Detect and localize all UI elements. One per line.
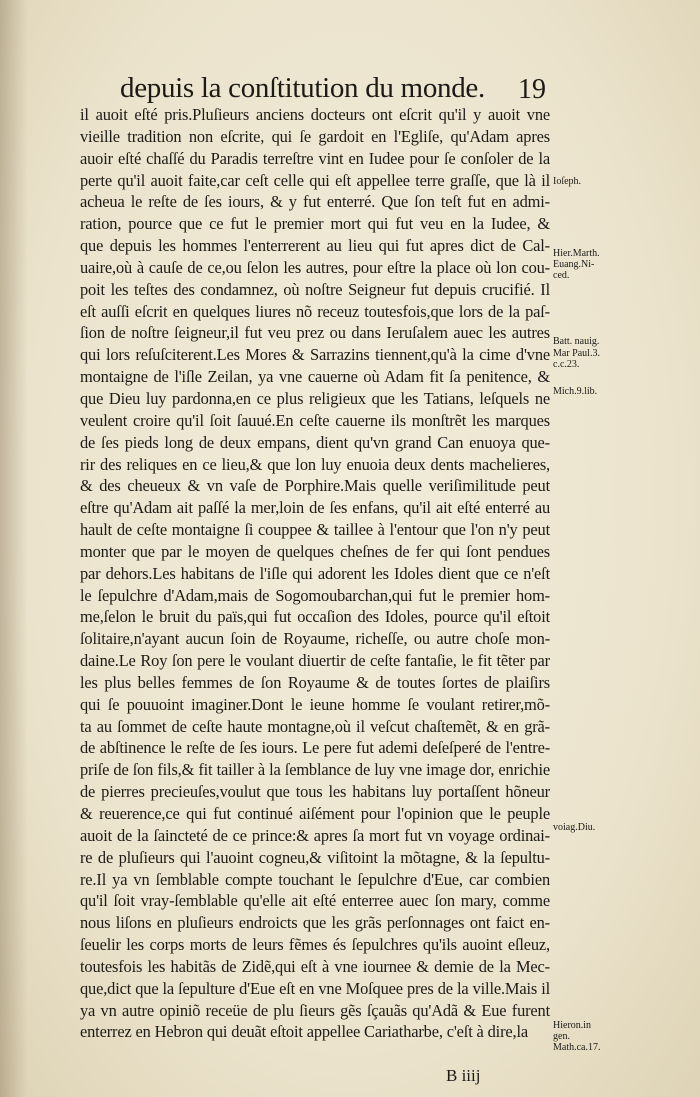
text-line: ya vn autre opiniõ receüe de plu ſieurs gẽs ſçauãs qu'Adã & Eue furent — [80, 1000, 550, 1020]
text-line: ſolitaire,n'ayant aucun ſoin de Royaume, richeſſe, ou autre choſe mon- — [80, 629, 550, 649]
text-line: priſe de ſon fils,& fit tailler à la ſemblance de luy vne image dor, enrichie — [80, 760, 550, 780]
margin-note-batt-nauig: Batt. nauig. — [553, 336, 600, 347]
margin-note-cc: c.c.23. — [553, 359, 580, 370]
text-line: hault de ceſte montaigne ſi couppee & taillee à l'entour que l'on n'y peut — [80, 520, 550, 540]
margin-note-gen: gen. — [553, 1031, 570, 1042]
text-line: ſion de noſtre ſeigneur,il fut veu prez ou dans Ieruſalem auec les autres — [80, 323, 550, 343]
text-line: qu'il ſoit vray-ſemblable qu'elle ait eſté enterree auec ſon mary, comme — [80, 891, 550, 911]
text-line: re.Il ya vn ſemblable compte touchant le ſepulchre d'Eue, car combien — [80, 869, 550, 889]
text-line: auoir eſté chaſſé du Paradis terreſtre vint en Iudee pour ſe conſoler de la — [80, 148, 550, 168]
text-line: eſt auſſi eſcrit en quelques liures nõ receuz toutesfois,que lors de la paſ- — [80, 301, 550, 321]
text-line: nous liſons en pluſieurs endroicts que les grãs perſonnages ont faict en- — [80, 913, 550, 933]
text-line: par dehors.Les habitans de l'iſle qui adorent les Idoles dient que ce n'eſt — [80, 563, 550, 583]
text-line: de ſes pieds long de deux empans, dient qu'vn grand Can enuoya que- — [80, 432, 550, 452]
margin-note-voiag-diu: voiag.Diu. — [553, 822, 596, 833]
page-number: 19 — [518, 74, 546, 105]
text-line: & reuerence,ce qui fut continué aiſément pour l'opinion que le peuple — [80, 804, 550, 823]
text-line: monter que par le moyen de quelques cheſnes de fer qui ſont pendues — [80, 541, 550, 561]
body-text — [80, 104, 550, 1043]
margin-note-hieron-in: Hieron.in — [553, 1020, 592, 1031]
text-line: les plus belles femmes de ſon Royaume & de toutes ſortes de plaiſirs — [80, 672, 550, 692]
signature-mark: B iiij — [446, 1066, 481, 1085]
gutter-shadow — [0, 0, 28, 1097]
text-line: montaigne de l'iſle Zeilan, ya vne cauerne où Adam fit ſa penitence, & — [80, 367, 550, 387]
text-line: acheua le reſte de ſes iours, & y fut enterré. Que ſon teſt fut en admi- — [80, 192, 550, 212]
text-line: eſtre qu'Adam ait paſſé la mer,loin de ſes enfans, qu'il ait eſté enterré au — [80, 498, 550, 518]
text-line: ta au ſommet de ceſte haute montagne,où il veſcut chaſtemẽt, & en grã- — [80, 716, 550, 736]
text-line: enterrez en Hebron qui deuãt eſtoit appellee Cariatharbe, c'eſt à dire,la — [80, 1022, 528, 1042]
text-line: ration, pource que ce fut le premier mort qui fut veu en la Iudee, & — [80, 214, 550, 234]
text-line: qui ſe pouuoint imaginer.Dont le ieune homme ſe voulant retirer,mõ- — [80, 694, 550, 714]
running-title: depuis la conſtitution du monde. — [120, 72, 485, 104]
text-line: poit les teſtes des condamnez, où noſtre Seigneur fut depuis crucifié. Il — [80, 279, 550, 299]
text-line: daine.Le Roy ſon pere le voulant diuertir de ceſte fantaſie, le fit tẽter par — [80, 651, 550, 671]
margin-note-euang-ni: Euang.Ni- — [553, 259, 595, 270]
text-line: le ſepulchre d'Adam,mais de Sogomoubarchan,qui fut le premier hom- — [80, 585, 550, 605]
text-line: que,dict que la ſepulture d'Eue eſt en vne Moſquee pres de la ville.Mais il — [80, 978, 550, 998]
text-line: perte qu'il auoit faite,car ceſt celle qui eſt appellee terre graſſe, que là il — [80, 170, 550, 190]
text-line: de abſtinence le reſte de ſes iours. Le pere fut ademi deſeſperé de l'entre- — [80, 738, 550, 758]
margin-note-hier-marth: Hier.Marth. — [553, 248, 600, 259]
margin-note-math: Math.ca.17. — [553, 1042, 601, 1053]
text-line: veulent croire qu'il ſoit ſauué.En ceſte cauerne ils monſtrẽt les marques — [80, 410, 550, 430]
margin-note-ced: ced. — [553, 270, 570, 281]
margin-note-mar-paul: Mar Paul.3. — [553, 348, 600, 359]
text-line: rir des reliques en ce lieu,& que lon luy enuoia deux dents machelieres, — [80, 454, 550, 474]
text-line: toutesfois les habitãs de Zidẽ,qui eſt à vne iournee & demie de la Mec- — [80, 956, 550, 976]
text-line: & des cheueux & vn vaſe de Porphire.Mais quelle veriſimilitude peut — [80, 476, 550, 496]
text-line: de pierres precieuſes,voulut que tous les habitans luy portaſſent hõneur — [80, 782, 550, 802]
text-line: uaire,où à cauſe de ce,ou ſelon les autres, pour eſtre la place où lon cou- — [80, 257, 550, 277]
text-line: qui lors reſuſciterent.Les Mores & Sarrazins tiennent,qu'à la cime d'vne — [80, 345, 550, 365]
text-line: me,ſelon le bruit du païs,qui fut occaſion des Idoles, pource qu'il eſtoit — [80, 607, 550, 627]
text-line: re de pluſieurs qui l'auoint cogneu,& viſitoint la mõtagne, & la ſepultu- — [80, 847, 550, 867]
text-line: que depuis les hommes l'enterrerent au lieu qui fut apres dict de Cal- — [80, 236, 550, 256]
margin-note-mich: Mich.9.lib. — [553, 386, 598, 397]
text-line: il auoit eſté pris.Pluſieurs anciens docteurs ont eſcrit qu'il y auoit vne — [80, 105, 550, 124]
margin-note-ioseph: Ioſeph. — [553, 176, 582, 187]
text-line: que Dieu luy pardonna,en ce plus religieux que les Tatians, leſquels ne — [80, 388, 550, 408]
text-line: auoit de la ſaincteté de ce prince:& apres ſa mort fut vn voyage ordinai- — [80, 825, 550, 845]
text-line: ſeuelir les corps morts de leurs fẽmes és ſepulchres qu'ils auoint eſleuz, — [80, 935, 550, 955]
text-line: vieille tradition non eſcrite, qui ſe gardoit en l'Egliſe, qu'Adam apres — [80, 126, 550, 146]
